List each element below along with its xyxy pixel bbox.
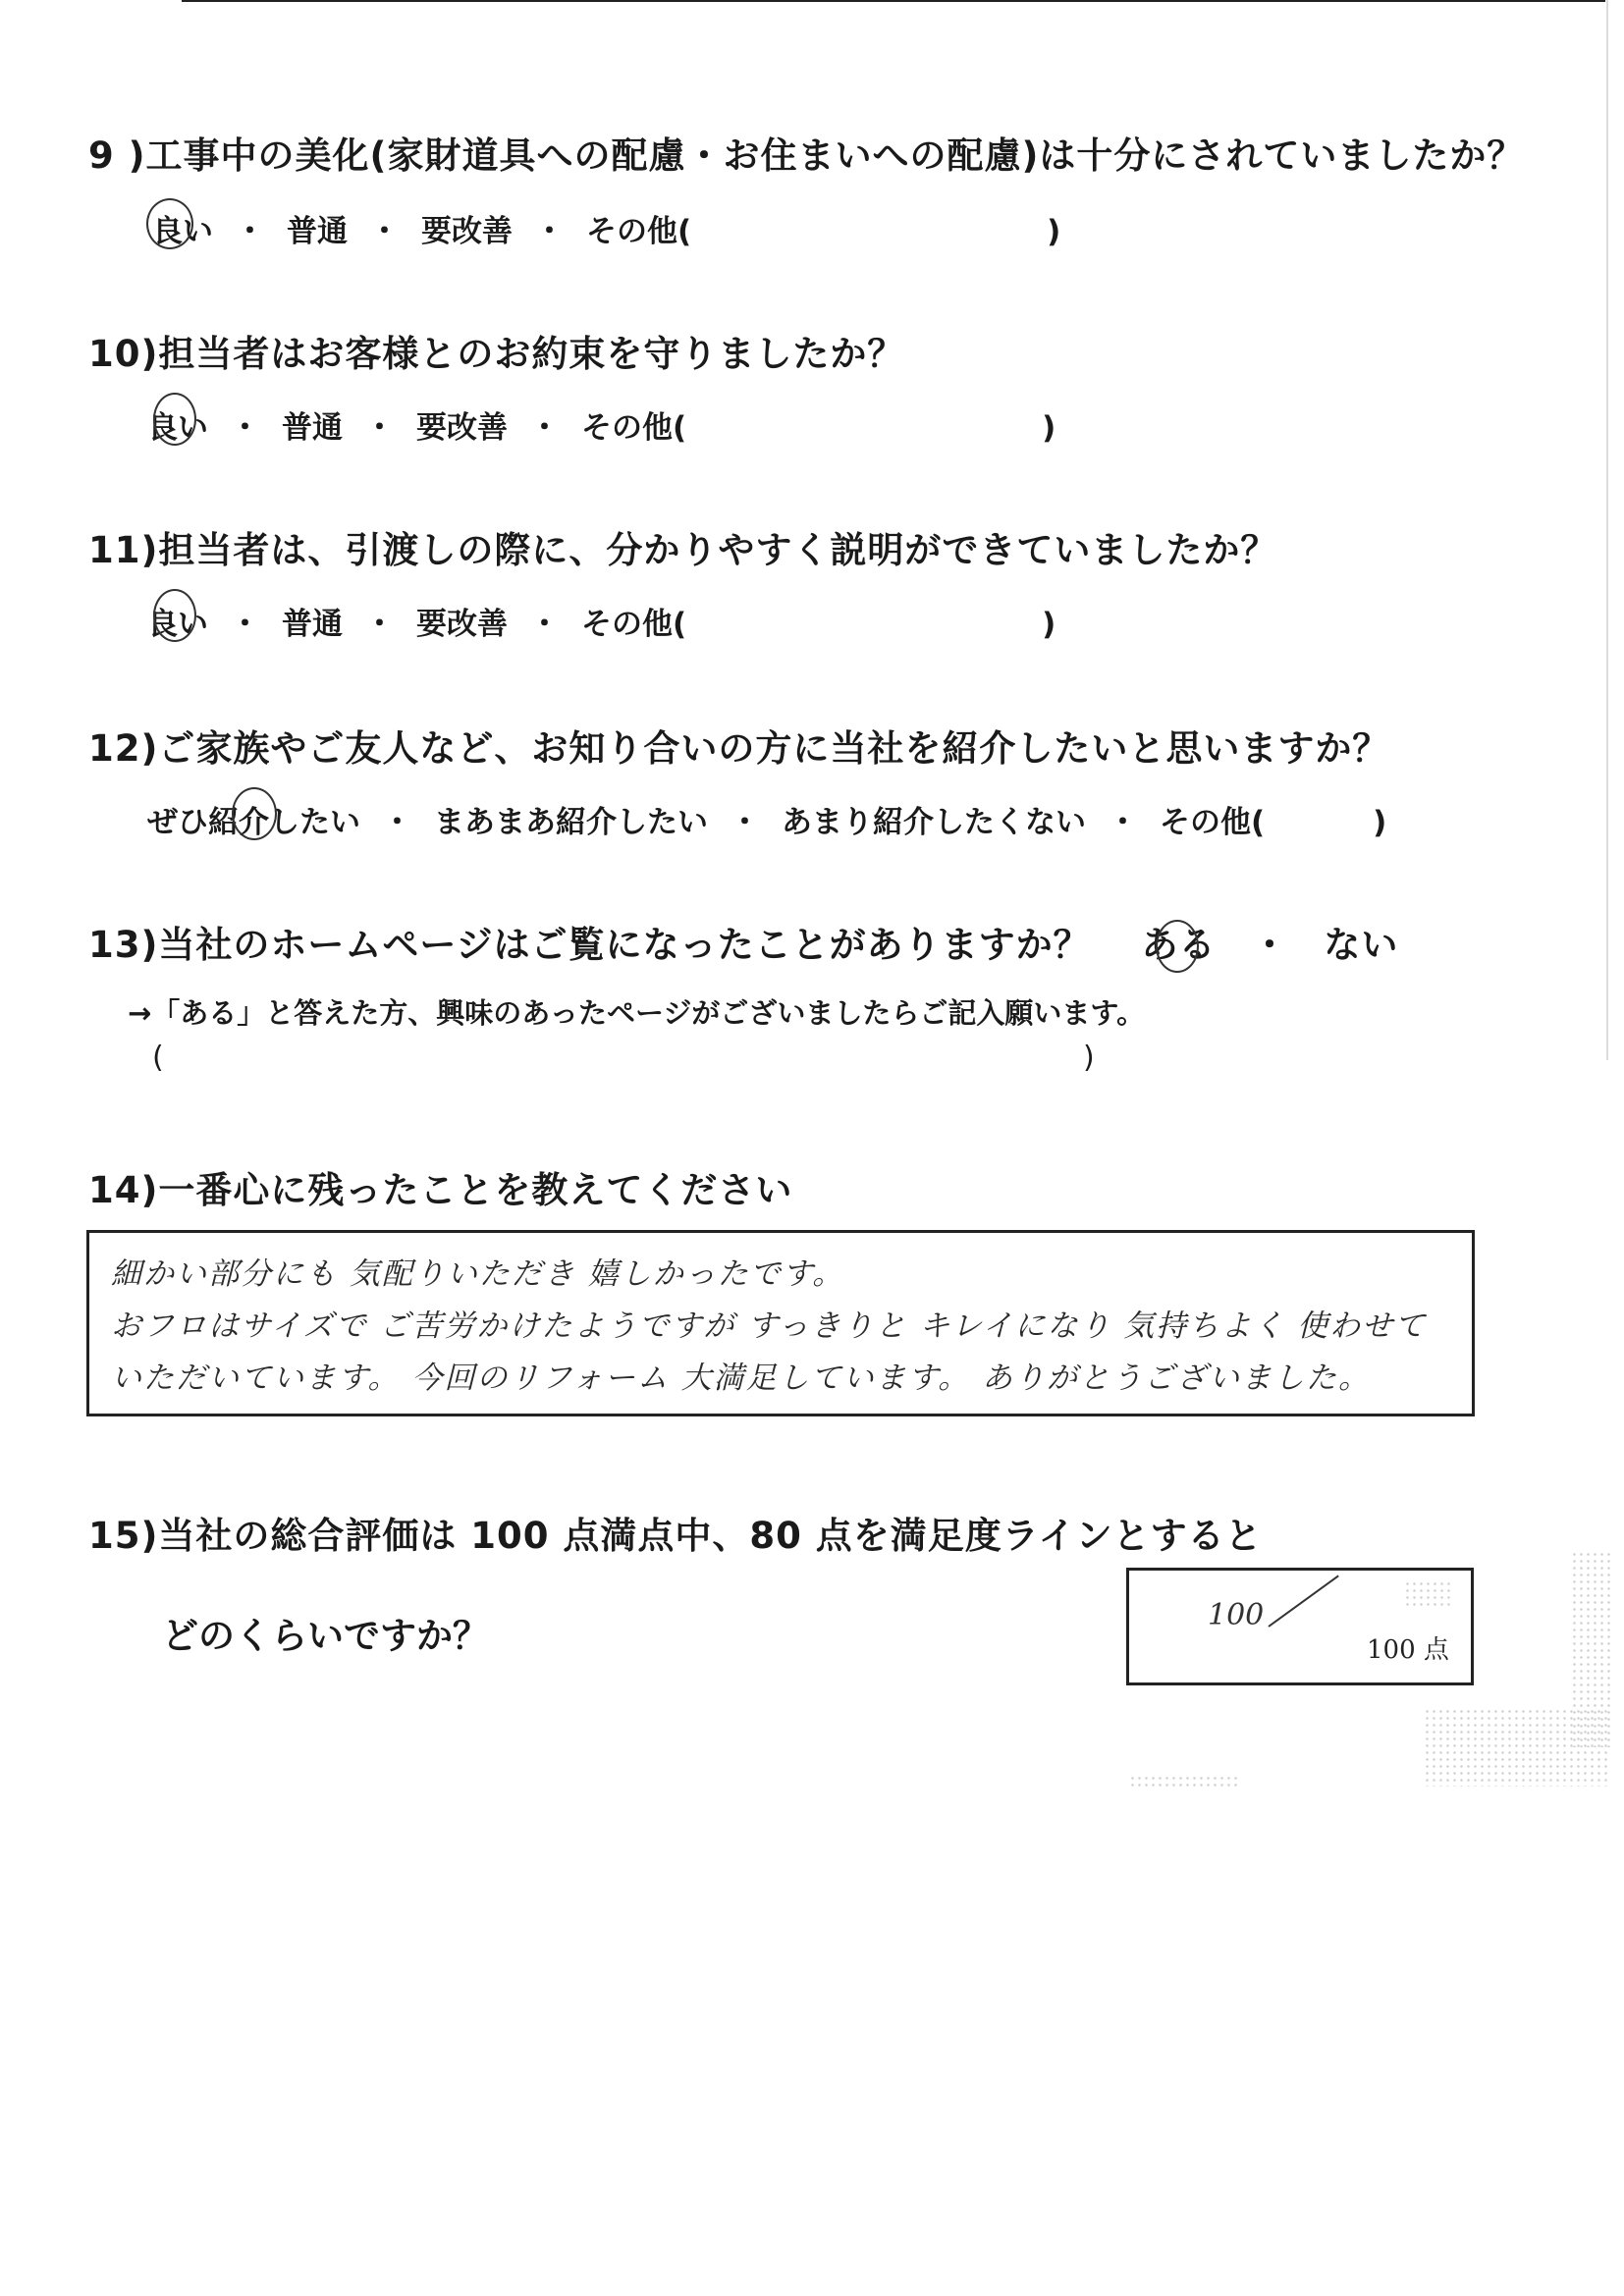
option-good[interactable]: 良い (147, 402, 208, 447)
question-15 (88, 1506, 1263, 1559)
question-number: 14) (88, 1169, 159, 1211)
option-normal[interactable]: 普通 (287, 214, 348, 249)
option-needs-improvement[interactable]: 要改善 (421, 214, 513, 249)
question-text: 一番心に残ったことを教えてください (158, 1169, 793, 1211)
scan-noise (1571, 1551, 1610, 1747)
option-good[interactable]: 良い (152, 206, 213, 250)
comment-line: おフロはサイズで ご苦労かけたようですが すっきりと キレイになり 気持ちよく 使わせて (111, 1308, 1428, 1344)
question-13: 13)当社のホームページはご覧になったことがありますか？ ある ・ ない (88, 915, 1398, 968)
question-number: 13) (88, 924, 159, 966)
comment-line: いただいています。 今回のリフォーム 大満足しています。 ありがとうございました。 (111, 1361, 1372, 1396)
option-other[interactable]: その他( (586, 214, 692, 249)
option-somewhat-recommend[interactable]: まあまあ紹介したい (434, 805, 708, 840)
option-normal[interactable]: 普通 (282, 410, 343, 446)
question-9 (88, 126, 1524, 179)
question-text: 担当者はお客様とのお約束を守りましたか？ (158, 333, 905, 375)
question-11 (88, 520, 1277, 573)
comment-box[interactable] (86, 1230, 1475, 1416)
option-other[interactable]: その他( (581, 607, 687, 642)
question-number: 9 ) (88, 134, 146, 177)
q13-page-input[interactable] (177, 1039, 1060, 1078)
answer-yes[interactable]: ある (1142, 924, 1217, 966)
comment-line: 細かい部分にも 気配りいただき 嬉しかったです。 (111, 1256, 845, 1292)
question-text: 当社の総合評価は 100 点満点中、80 点を満足度ラインとすると (158, 1515, 1263, 1557)
score-max-label: 100 点 (1367, 1635, 1449, 1665)
scan-noise (1129, 1775, 1237, 1789)
question-number: 11) (88, 529, 159, 571)
option-other[interactable]: その他( (1160, 805, 1266, 840)
answer-no[interactable]: ない (1324, 924, 1399, 966)
question-text: ご家族やご友人など、お知り合いの方に当社を紹介したいと思いますか？ (158, 727, 1390, 770)
option-needs-improvement[interactable]: 要改善 (416, 410, 508, 446)
question-15-subtext: どのくらいですか？ (162, 1615, 489, 1657)
page-edge (1606, 0, 1608, 1060)
score-value: 100 (1208, 1598, 1265, 1632)
q13-note: →「ある」と答えた方、興味のあったページがございましたらご記入願います。 (128, 996, 1146, 1030)
paren-open: ( (152, 1041, 164, 1075)
question-12 (88, 719, 1389, 772)
question-text: 工事中の美化(家財道具への配慮・お住まいへの配慮)は十分にされていましたか？ (145, 134, 1525, 177)
scan-noise (1404, 1580, 1453, 1610)
question-number: 12) (88, 727, 159, 770)
q9-options: 良い ・ 普通 ・ 要改善 ・ その他( ) (152, 206, 1060, 250)
question-number: 10) (88, 333, 159, 375)
option-needs-improvement[interactable]: 要改善 (416, 607, 508, 642)
option-definitely-recommend[interactable]: ぜひ紹介したい (147, 797, 360, 841)
question-14 (88, 1160, 792, 1213)
question-text: 当社のホームページはご覧になったことがありますか？ (158, 924, 1091, 966)
score-slash (1268, 1575, 1338, 1627)
option-normal[interactable]: 普通 (282, 607, 343, 642)
question-number: 15) (88, 1515, 159, 1557)
option-other[interactable]: その他( (581, 410, 687, 446)
question-text: 担当者は、引渡しの際に、分かりやすく説明ができていましたか？ (158, 529, 1278, 571)
question-10 (88, 324, 904, 377)
option-rather-not-recommend[interactable]: あまり紹介したくない (782, 805, 1086, 840)
q11-options: 良い ・ 普通 ・ 要改善 ・ その他( ) (147, 599, 1056, 643)
paren-close: ) (1083, 1041, 1095, 1075)
q10-options: 良い ・ 普通 ・ 要改善 ・ その他( ) (147, 402, 1056, 447)
page-top-rule (182, 0, 1605, 2)
option-good[interactable]: 良い (147, 599, 208, 643)
q12-options: ぜひ紹介したい ・ まあまあ紹介したい ・ あまり紹介したくない ・ その他( ) (147, 797, 1386, 841)
